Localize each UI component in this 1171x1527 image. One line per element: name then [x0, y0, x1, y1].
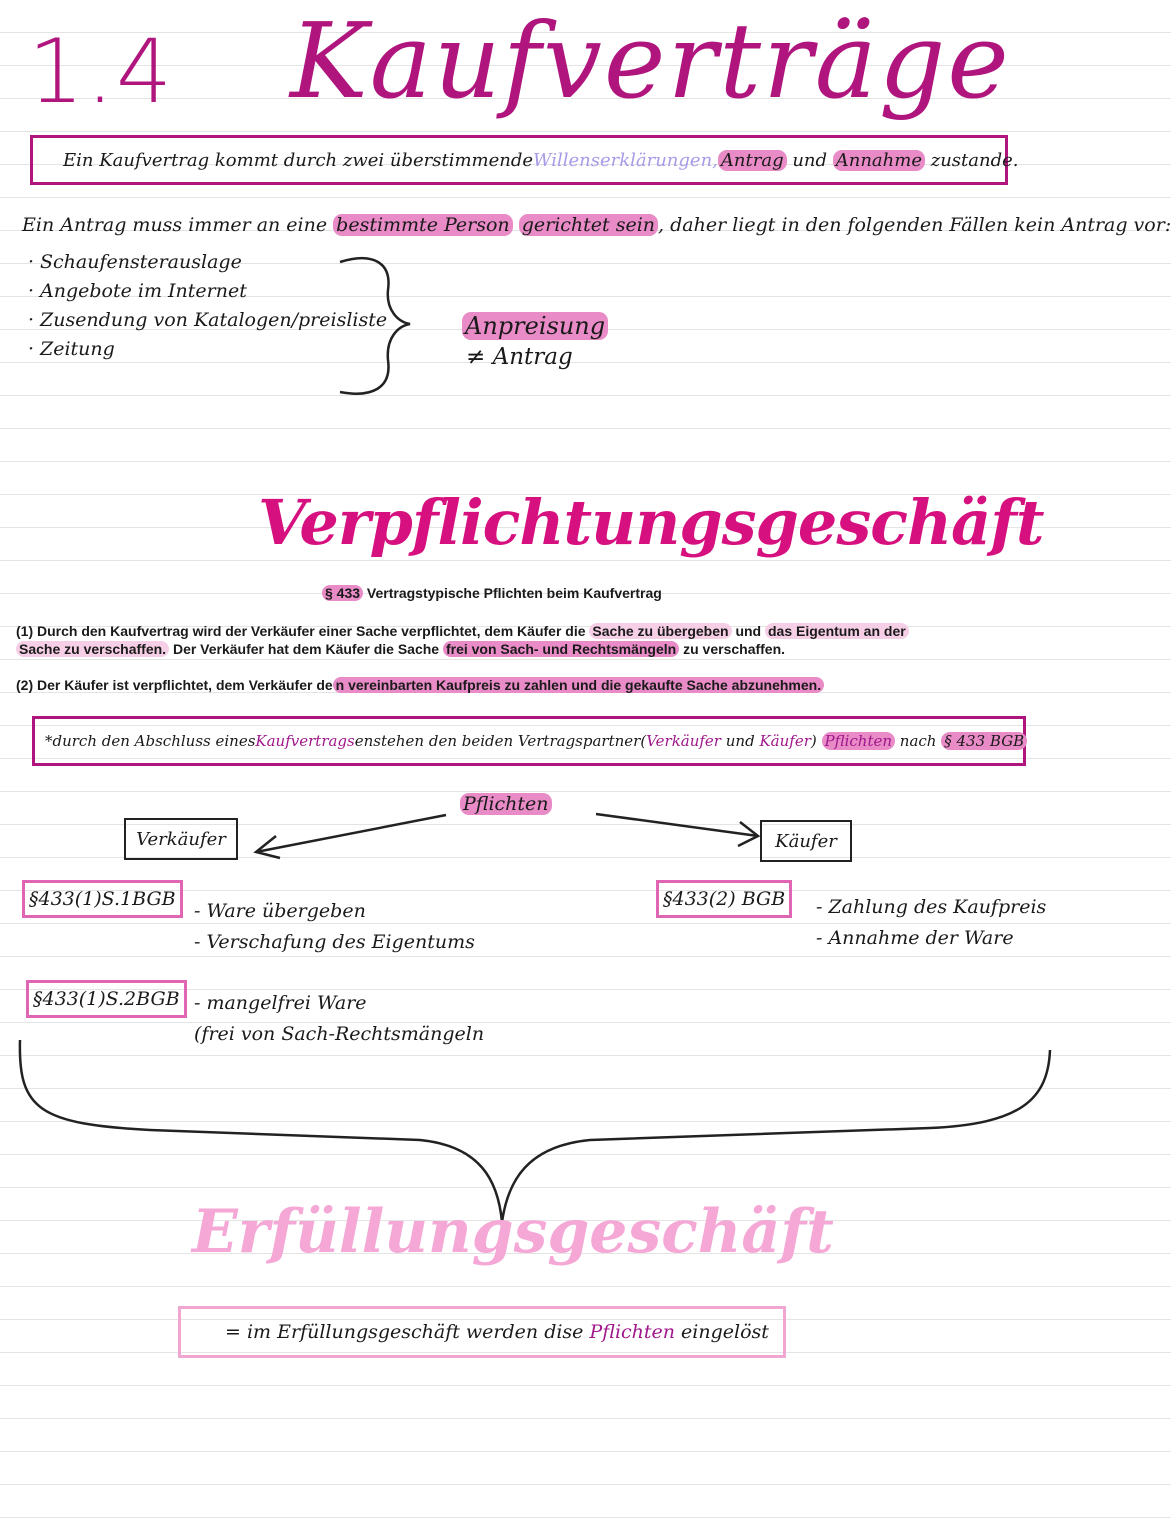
page-title: Kaufverträge: [290, 0, 1011, 122]
duty-item: - Zahlung des Kaufpreis: [816, 896, 1047, 918]
list-item: · Zeitung: [28, 338, 115, 360]
anpreisung-label: Anpreisung: [462, 312, 608, 340]
law-paragraph-2: (2) Der Käufer ist verpflichtet, dem Verkäufer de n vereinbarten Kaufpreis zu zahlen und die gekaufte Sache abzunehmen.: [16, 676, 824, 694]
verkaeufer-duties-2: [194, 988, 484, 1050]
duty-item: - Ware übergeben: [194, 900, 366, 922]
big-brace: [20, 1040, 1050, 1222]
pflichten-center-label: Pflichten: [460, 793, 552, 815]
definition-end: zustande.: [924, 149, 1019, 171]
law-paragraph-1: (1) Durch den Kaufvertrag wird der Verkäufer einer Sache verpflichtet, dem Käufer die Sache zu übergeben und das Eigentum an der: [16, 622, 909, 640]
section-number: 1.4: [28, 20, 174, 123]
verkaeufer-duties-1: [194, 896, 475, 958]
term-willenserklaerungen: Willenserklärungen: [533, 149, 713, 171]
duty-item: - Verschafung des Eigentums: [194, 931, 475, 953]
arrow-kaeufer: [596, 814, 758, 836]
not-antrag-label: ≠ Antrag: [466, 344, 573, 370]
law-paragraph-1-line2: Sache zu verschaffen. Der Verkäufer hat dem Käufer die Sache frei von Sach- und Rechtsmängeln zu verschaffen.: [16, 640, 785, 658]
list-item: · Angebote im Internet: [28, 280, 247, 302]
term-antrag: Antrag: [718, 150, 787, 171]
list-item: · Zusendung von Katalogen/preisliste: [28, 309, 388, 331]
separator: ,: [712, 149, 718, 171]
kaeufer-box: Käufer: [760, 820, 852, 862]
paragraph-ref-verkaeufer-1: §433(1)S.1BGB: [22, 880, 183, 918]
verpflichtung-heading: Verpflichtungsgeschäft: [258, 486, 1044, 559]
definition-text: Ein Kaufvertrag kommt durch zwei überstimmende: [63, 149, 534, 171]
intro-text: Ein Antrag muss immer an eine: [22, 214, 334, 236]
paragraph-ref-verkaeufer-2: §433(1)S.2BGB: [26, 980, 187, 1018]
law-title: § 433 Vertragstypische Pflichten beim Kaufvertrag: [322, 585, 662, 601]
list-item: · Schaufensterauslage: [28, 251, 242, 273]
law-ref-badge: § 433: [322, 585, 363, 601]
verkaeufer-box: Verkäufer: [124, 818, 238, 860]
term-annahme: Annahme: [833, 150, 925, 171]
arrow-verkaeufer: [256, 815, 446, 852]
pflichten-note-box: *durch den Abschluss eines Kaufvertrags enstehen den beiden Vertragspartner( Verkäufer und Käufer ) Pflichten nach § 433 BGB: [32, 716, 1026, 766]
kaeufer-duties: [816, 892, 1046, 954]
list-brace: [340, 258, 410, 393]
duty-item: - Annahme der Ware: [816, 927, 1014, 949]
erfuellung-heading: Erfüllungsgeschäft: [192, 1197, 834, 1267]
paragraph-ref-kaeufer: §433(2) BGB: [656, 880, 792, 918]
connector-und: und: [786, 149, 833, 171]
hl-gerichtet-sein: gerichtet sein: [519, 214, 658, 236]
hl-bestimmte-person: bestimmte Person: [333, 214, 513, 236]
duty-item: (frei von Sach-Rechtsmängeln: [194, 1023, 485, 1045]
duty-item: - mangelfrei Ware: [194, 992, 367, 1014]
erfuellung-note-box: = im Erfüllungsgeschäft werden dise Pflichten eingelöst: [178, 1306, 786, 1358]
intro-text-end: , daher liegt in den folgenden Fällen kein Antrag vor:: [658, 214, 1171, 236]
